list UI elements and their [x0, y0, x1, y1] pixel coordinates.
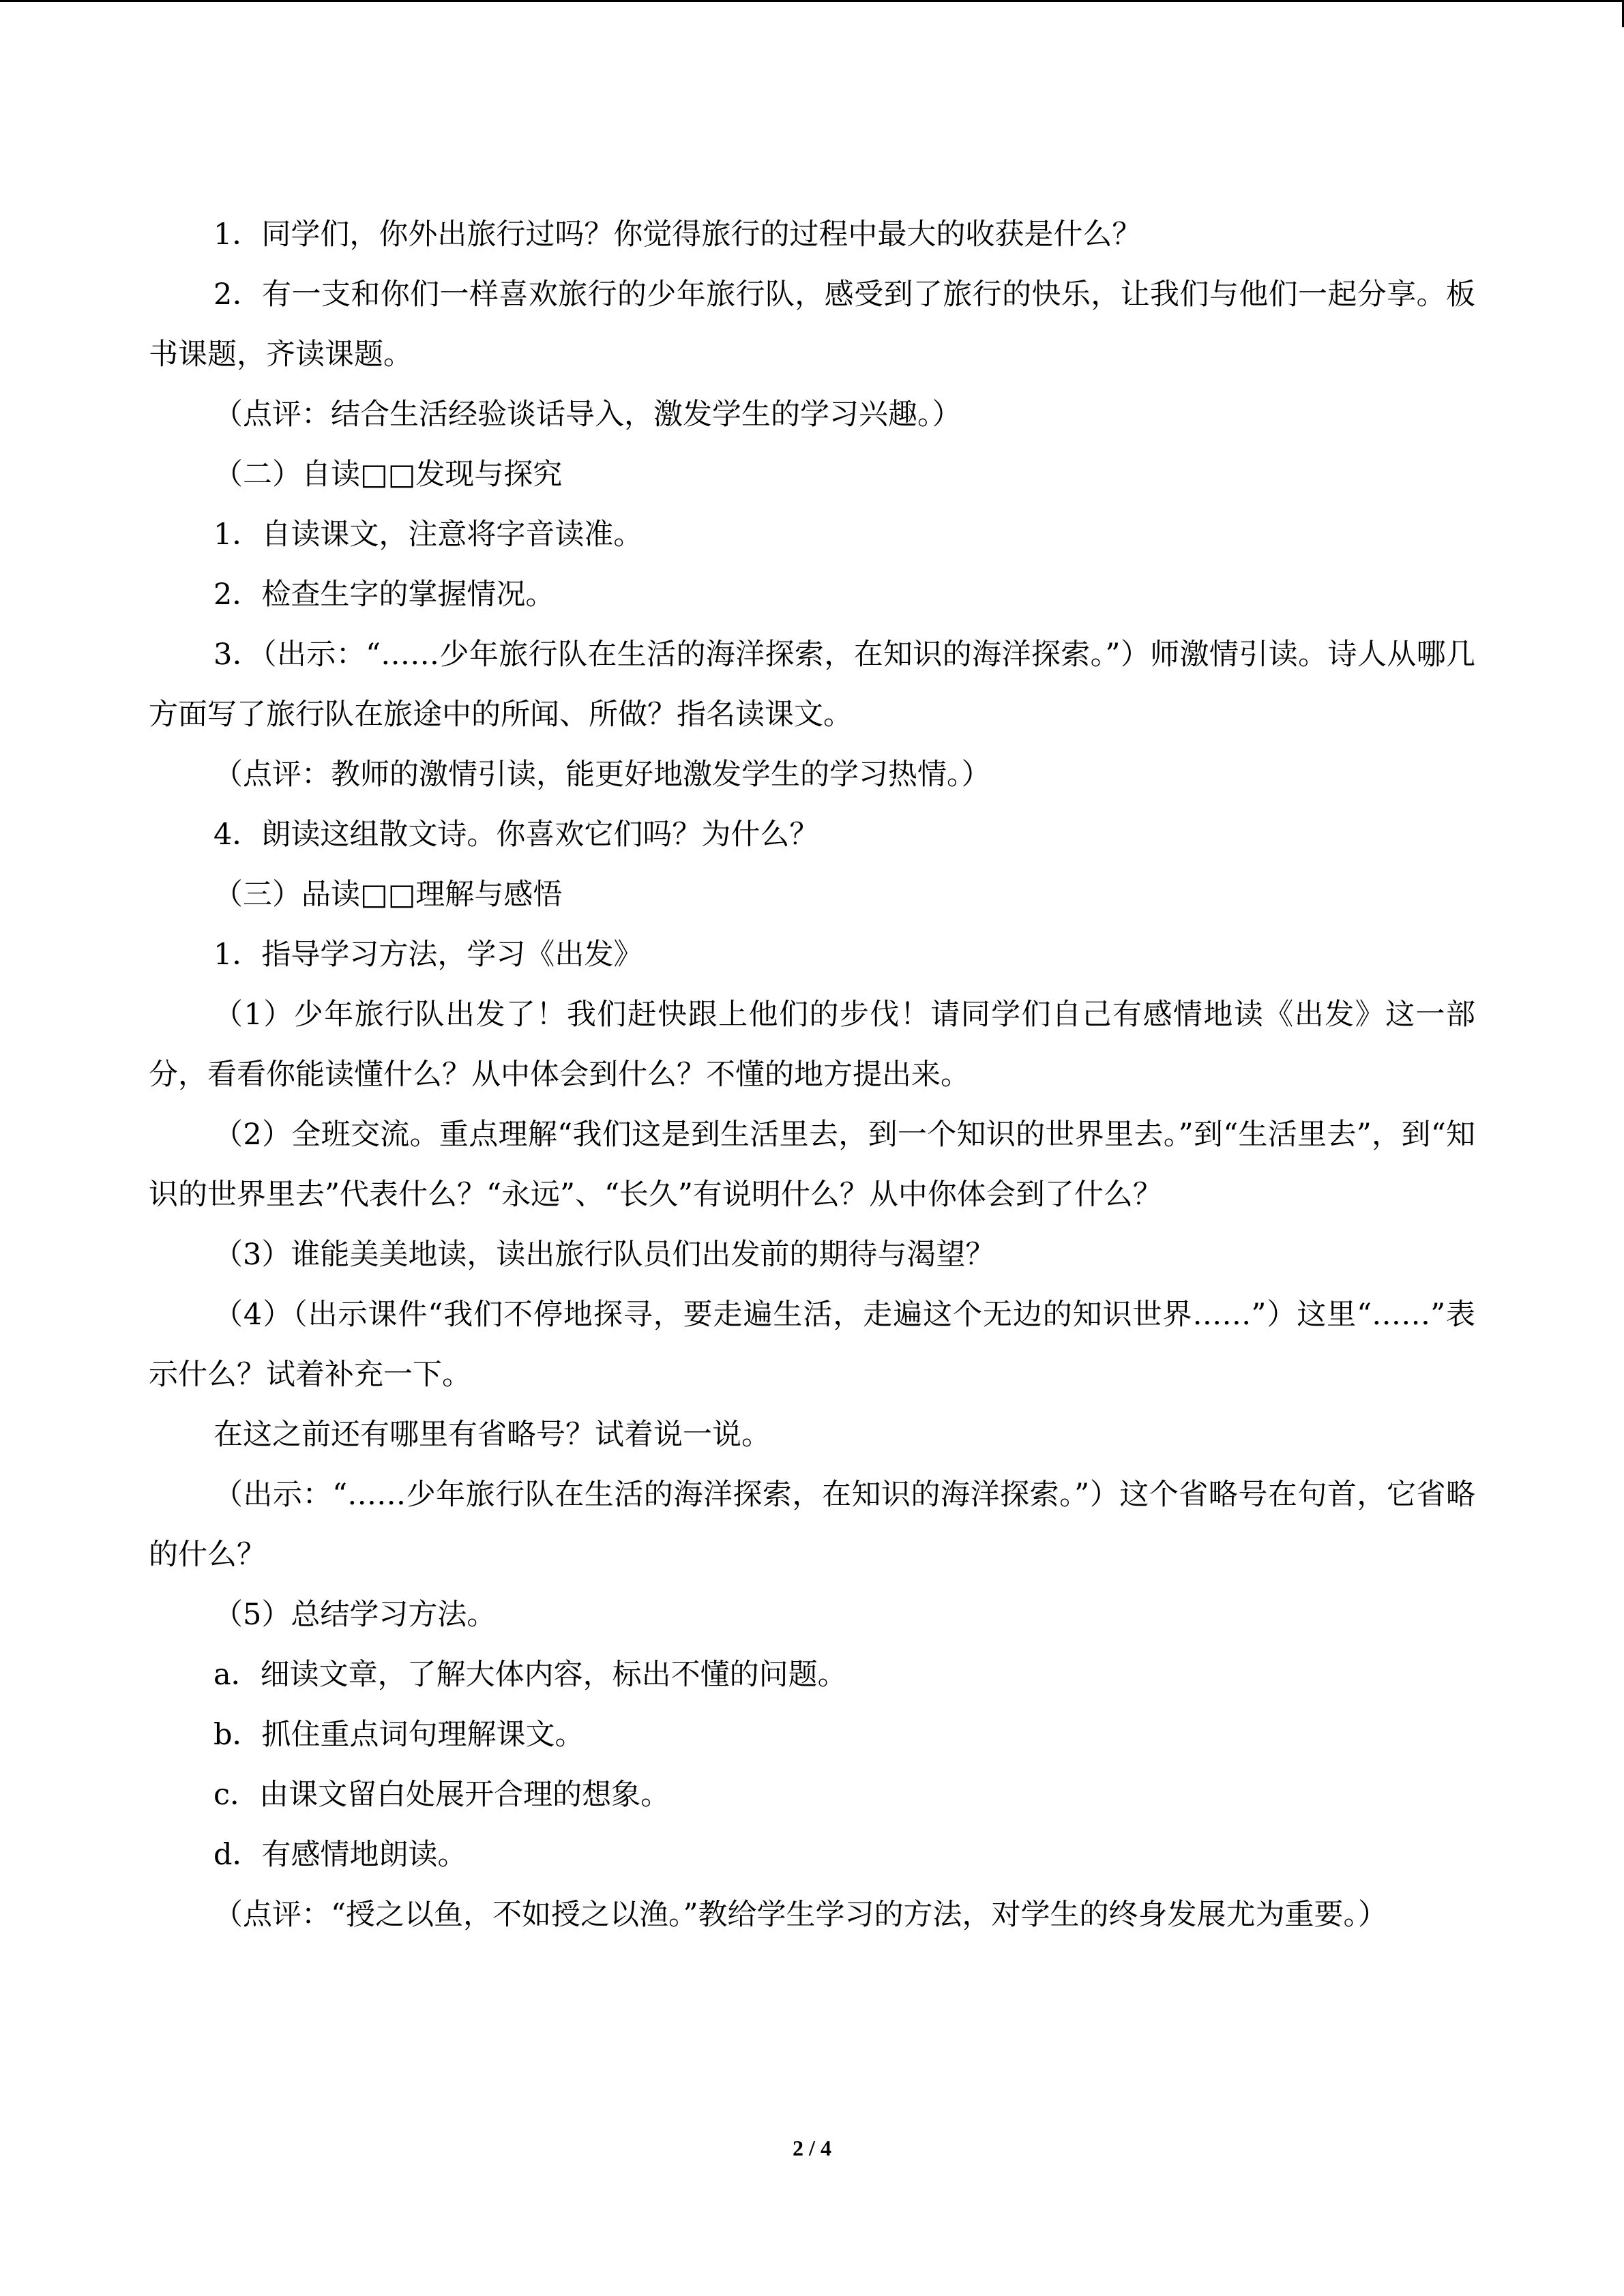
page-top-border [0, 0, 1624, 2]
paragraph-ellipsis-show: （出示：“……少年旅行队在生活的海洋探索，在知识的海洋探索。”）这个省略号在句首，它省略的什么？ [149, 1478, 1475, 1572]
paragraph-comment-1: （点评：结合生活经验谈话导入，激发学生的学习兴趣。） [213, 398, 962, 432]
paragraph-q1: 1．同学们，你外出旅行过吗？你觉得旅行的过程中最大的收获是什么？ [213, 218, 1142, 252]
paragraph-ellipsis-question: 在这之前还有哪里有省略号？试着说一说。 [213, 1418, 771, 1452]
page-number: 2 / 4 [793, 2136, 831, 2160]
list-item-b: b．抓住重点词句理解课文。 [213, 1718, 585, 1752]
paragraph-comment-3: （点评：“授之以鱼，不如授之以渔。”教给学生学习的方法，对学生的终身发展尤为重要。） [213, 1898, 1387, 1932]
paragraph-comment-2: （点评：教师的激情引读，能更好地激发学生的学习热情。） [213, 758, 991, 792]
paragraph-step-1: 1．自读课文，注意将字音读准。 [213, 518, 643, 552]
paragraph-step-2: 2．检查生字的掌握情况。 [213, 578, 555, 612]
paragraph-step-3: 3．（出示：“……少年旅行队在生活的海洋探索，在知识的海洋探索。”）师激情引读。诗人从哪几方面写了旅行队在旅途中的所闻、所做？指名读课文。 [149, 638, 1475, 732]
paragraph-sub-1: （1）少年旅行队出发了！我们赶快跟上他们的步伐！请同学们自己有感情地读《出发》这一部分，看看你能读懂什么？从中体会到什么？不懂的地方提出来。 [149, 998, 1475, 1092]
paragraph-sub-2: （2）全班交流。重点理解“我们这是到生活里去，到一个知识的世界里去。”到“生活里去”，到“知识的世界里去”代表什么？“永远”、“长久”有说明什么？从中你体会到了什么？ [149, 1118, 1475, 1212]
document-body [149, 205, 1475, 1945]
paragraph-sub-4: （4）（出示课件“我们不停地探寻，要走遍生活，走遍这个无边的知识世界……”）这里“……”表示什么？试着补充一下。 [149, 1298, 1475, 1392]
section-heading-2: （二）自读□□发现与探究 [213, 458, 563, 492]
list-item-a: a．细读文章，了解大体内容，标出不懂的问题。 [213, 1658, 847, 1692]
paragraph-step-4: 4．朗读这组散文诗。你喜欢它们吗？为什么？ [213, 818, 819, 852]
paragraph-sub-5: （5）总结学习方法。 [213, 1598, 497, 1632]
paragraph-sub-3: （3）谁能美美地读，读出旅行队员们出发前的期待与渴望？ [213, 1238, 995, 1272]
list-item-d: d．有感情地朗读。 [213, 1838, 467, 1872]
paragraph-method-1: 1．指导学习方法，学习《出发》 [213, 938, 643, 972]
paragraph-q2: 2．有一支和你们一样喜欢旅行的少年旅行队，感受到了旅行的快乐，让我们与他们一起分享。板书课题，齐读课题。 [149, 278, 1475, 372]
section-heading-3: （三）品读□□理解与感悟 [213, 878, 563, 912]
list-item-c: c．由课文留白处展开合理的想象。 [213, 1778, 670, 1812]
